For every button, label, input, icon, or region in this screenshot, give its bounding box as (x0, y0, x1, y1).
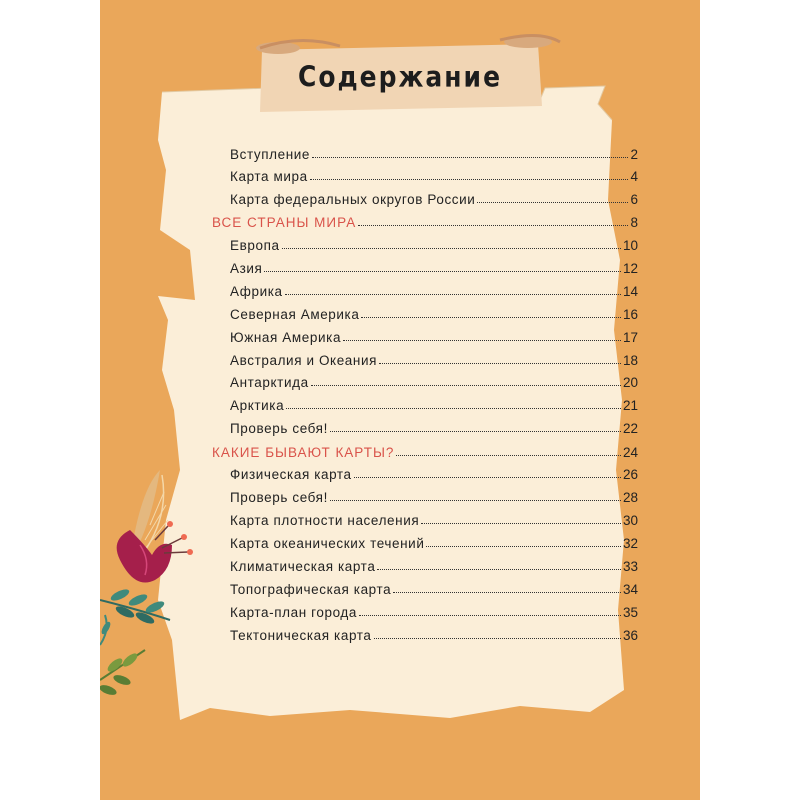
toc-entry-label: Проверь себя! (230, 421, 328, 436)
toc-page-number: 17 (622, 330, 638, 345)
toc-entry-label: Арктика (230, 398, 285, 413)
dot-leader (377, 568, 621, 570)
dot-leader (264, 270, 621, 272)
toc-entry-label: Карта плотности населения (230, 513, 420, 528)
toc-page-number: 20 (622, 375, 638, 390)
toc-page-number: 16 (622, 307, 638, 322)
toc-page-number: 24 (622, 445, 638, 460)
toc-page-number: 10 (622, 238, 638, 253)
dot-leader (374, 637, 621, 639)
flower-icon (117, 521, 193, 583)
floral-decoration (100, 0, 280, 800)
toc-entry-label: Карта океанических течений (230, 536, 425, 551)
toc-entry-label: Физическая карта (230, 467, 352, 482)
toc-page-number: 8 (630, 215, 638, 230)
toc-page-number: 32 (622, 536, 638, 551)
toc-page-number: 21 (622, 398, 638, 413)
toc-entry-label: Австралия и Океания (230, 353, 378, 368)
toc-page-number: 4 (630, 169, 638, 184)
toc-page-number: 26 (622, 467, 638, 482)
dot-leader (311, 384, 621, 386)
toc-page-number: 6 (630, 192, 638, 207)
dot-leader (286, 407, 621, 409)
toc-entry-label: Европа (230, 238, 280, 253)
dot-leader (396, 454, 621, 456)
toc-page-number: 34 (622, 582, 638, 597)
toc-page-number: 14 (622, 284, 638, 299)
dot-leader (426, 545, 621, 547)
toc-entry-label: Карта федеральных округов России (230, 192, 476, 207)
toc-entry-label: Азия (230, 261, 263, 276)
page-title: Содержание (297, 59, 503, 94)
dot-leader (312, 156, 628, 158)
toc-entry-label: Карта-план города (230, 605, 357, 620)
toc-page-number: 12 (622, 261, 638, 276)
dot-leader (477, 201, 628, 203)
toc-entry-label: Топографическая карта (230, 582, 392, 597)
dot-leader (359, 614, 621, 616)
toc-page-number: 28 (622, 490, 638, 505)
toc-page-number: 30 (622, 513, 638, 528)
toc-entry-label: Карта мира (230, 169, 308, 184)
dot-leader (282, 247, 621, 249)
toc-entry-label: Африка (230, 284, 283, 299)
dot-leader (358, 224, 628, 226)
toc-page-number: 18 (622, 353, 638, 368)
book-page (100, 0, 700, 800)
dot-leader (421, 522, 621, 524)
toc-entry-label: КАКИЕ БЫВАЮТ КАРТЫ? (212, 445, 395, 460)
dot-leader (379, 362, 621, 364)
dot-leader (310, 178, 629, 180)
toc-entry-label: ВСЕ СТРАНЫ МИРА (212, 215, 357, 230)
toc-page-number: 2 (630, 147, 638, 162)
toc-entry-label: Тектоническая карта (230, 628, 372, 643)
dot-leader (361, 316, 620, 318)
toc-entry-label: Климатическая карта (230, 559, 376, 574)
toc-page-number: 22 (622, 421, 638, 436)
toc-entry-label: Южная Америка (230, 330, 342, 345)
toc-entry-label: Проверь себя! (230, 490, 328, 505)
dot-leader (330, 499, 621, 501)
leaf-branch-icon (100, 587, 170, 697)
toc-entry-label: Вступление (230, 147, 311, 162)
toc-page-number: 35 (622, 605, 638, 620)
dot-leader (330, 430, 621, 432)
toc-entry-label: Северная Америка (230, 307, 360, 322)
toc-page-number: 33 (622, 559, 638, 574)
dot-leader (285, 293, 621, 295)
toc-page-number: 36 (622, 628, 638, 643)
dot-leader (354, 476, 621, 478)
dot-leader (343, 339, 621, 341)
toc-entry-label: Антарктида (230, 375, 309, 390)
dot-leader (393, 591, 621, 593)
